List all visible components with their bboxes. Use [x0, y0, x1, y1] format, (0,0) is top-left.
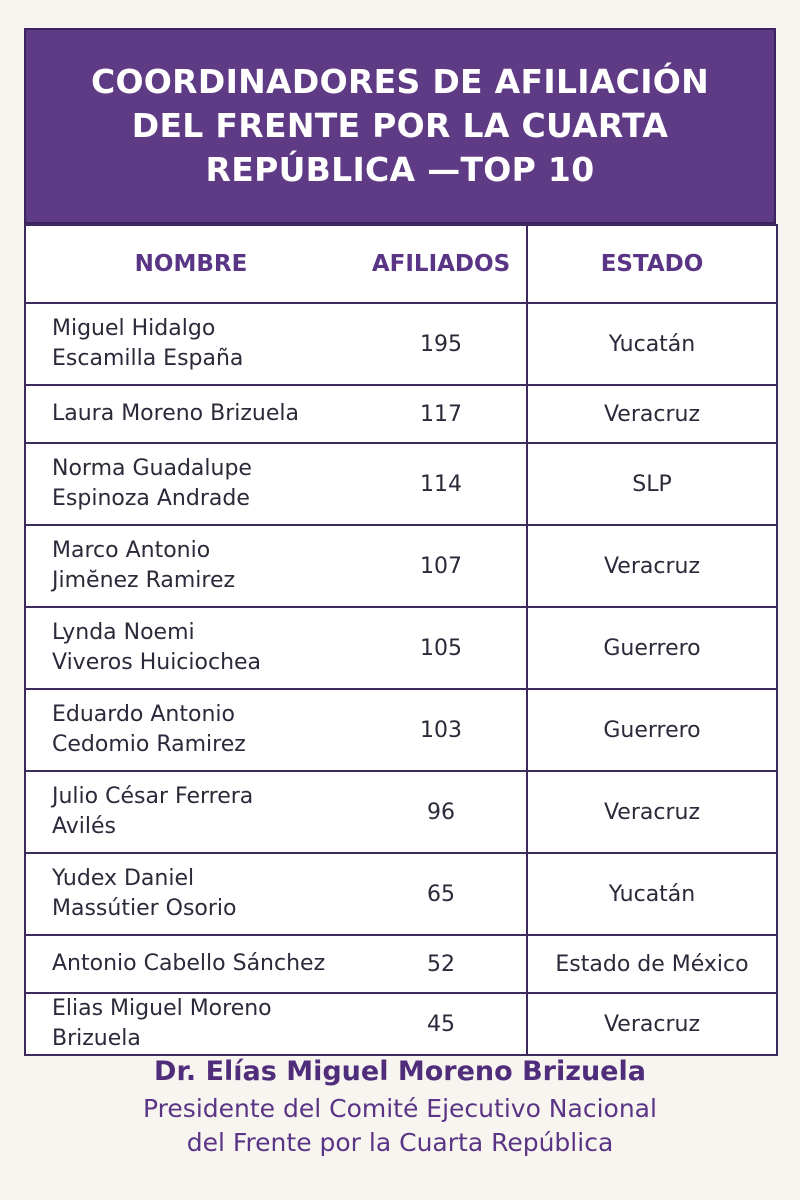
row-name: Norma Guadalupe Espinoza Andrade — [52, 456, 252, 511]
row-state: Veracruz — [527, 525, 777, 607]
row-affiliates: 45 — [427, 1011, 455, 1037]
row-name: Elias Miguel Moreno Brizuela — [52, 996, 272, 1051]
signature-name: Dr. Elías Miguel Moreno Brizuela — [154, 1056, 646, 1087]
row-affiliates: 103 — [420, 717, 462, 743]
row-affiliates: 114 — [420, 471, 462, 497]
row-state: Veracruz — [527, 385, 777, 443]
row-state: Yucatán — [527, 303, 777, 385]
row-affiliates: 105 — [420, 635, 462, 661]
row-state: Yucatán — [527, 853, 777, 935]
table-row — [25, 385, 777, 443]
row-affiliates: 195 — [420, 331, 462, 357]
row-state: Veracruz — [527, 993, 777, 1055]
row-main-cell — [25, 525, 527, 607]
table-row — [25, 853, 777, 935]
signature-role-line-1: Presidente del Comité Ejecutivo Nacional — [143, 1094, 657, 1123]
row-main-cell — [25, 935, 527, 993]
row-main-cell — [25, 303, 527, 385]
table-row — [25, 993, 777, 1055]
header-state: ESTADO — [527, 225, 777, 303]
table-row — [25, 443, 777, 525]
signature-role-line-2: del Frente por la Cuarta República — [186, 1128, 614, 1157]
table-row — [25, 689, 777, 771]
row-affiliates: 107 — [420, 553, 462, 579]
row-main-cell — [25, 607, 527, 689]
row-affiliates: 52 — [427, 951, 455, 977]
table-row — [25, 771, 777, 853]
table-header-row — [25, 225, 777, 303]
header-name: NOMBRE — [134, 251, 248, 277]
row-state: Guerrero — [527, 607, 777, 689]
row-name: Laura Moreno Brizuela — [52, 401, 300, 426]
row-name: Yudex Daniel Massútier Osorio — [52, 866, 237, 921]
row-state: Estado de México — [527, 935, 777, 993]
table-row — [25, 607, 777, 689]
row-name: Eduardo Antonio Cedomio Ramirez — [52, 702, 246, 757]
ranking-table — [24, 224, 778, 1056]
row-main-cell — [25, 443, 527, 525]
title-banner — [24, 28, 776, 224]
row-main-cell — [25, 771, 527, 853]
signature-block — [0, 1052, 800, 1160]
ranking-sheet — [24, 28, 776, 1056]
table-row — [25, 935, 777, 993]
row-main-cell — [25, 385, 527, 443]
row-name: Antonio Cabello Sánchez — [52, 951, 326, 976]
header-affiliates: AFILIADOS — [371, 251, 511, 277]
row-main-cell — [25, 689, 527, 771]
row-state: Veracruz — [527, 771, 777, 853]
header-name-affiliates-cell — [25, 225, 527, 303]
table-row — [25, 303, 777, 385]
row-state: SLP — [527, 443, 777, 525]
row-state: Guerrero — [527, 689, 777, 771]
row-name: Marco Antonio Jimĕnez Ramirez — [52, 538, 236, 593]
page-title: COORDINADORES DE AFILIACIÓN DEL FRENTE POR LA CUARTA REPÚBLICA —TOP 10 — [90, 62, 710, 189]
row-affiliates: 65 — [427, 881, 455, 907]
row-name: Miguel Hidalgo Escamilla España — [52, 316, 244, 371]
row-name: Julio César Ferrera Avilés — [52, 784, 254, 839]
row-affiliates: 117 — [420, 401, 462, 427]
row-main-cell — [25, 993, 527, 1055]
row-name: Lynda Noemi Viveros Huiciochea — [52, 620, 262, 675]
row-affiliates: 96 — [427, 799, 455, 825]
table-row — [25, 525, 777, 607]
row-main-cell — [25, 853, 527, 935]
